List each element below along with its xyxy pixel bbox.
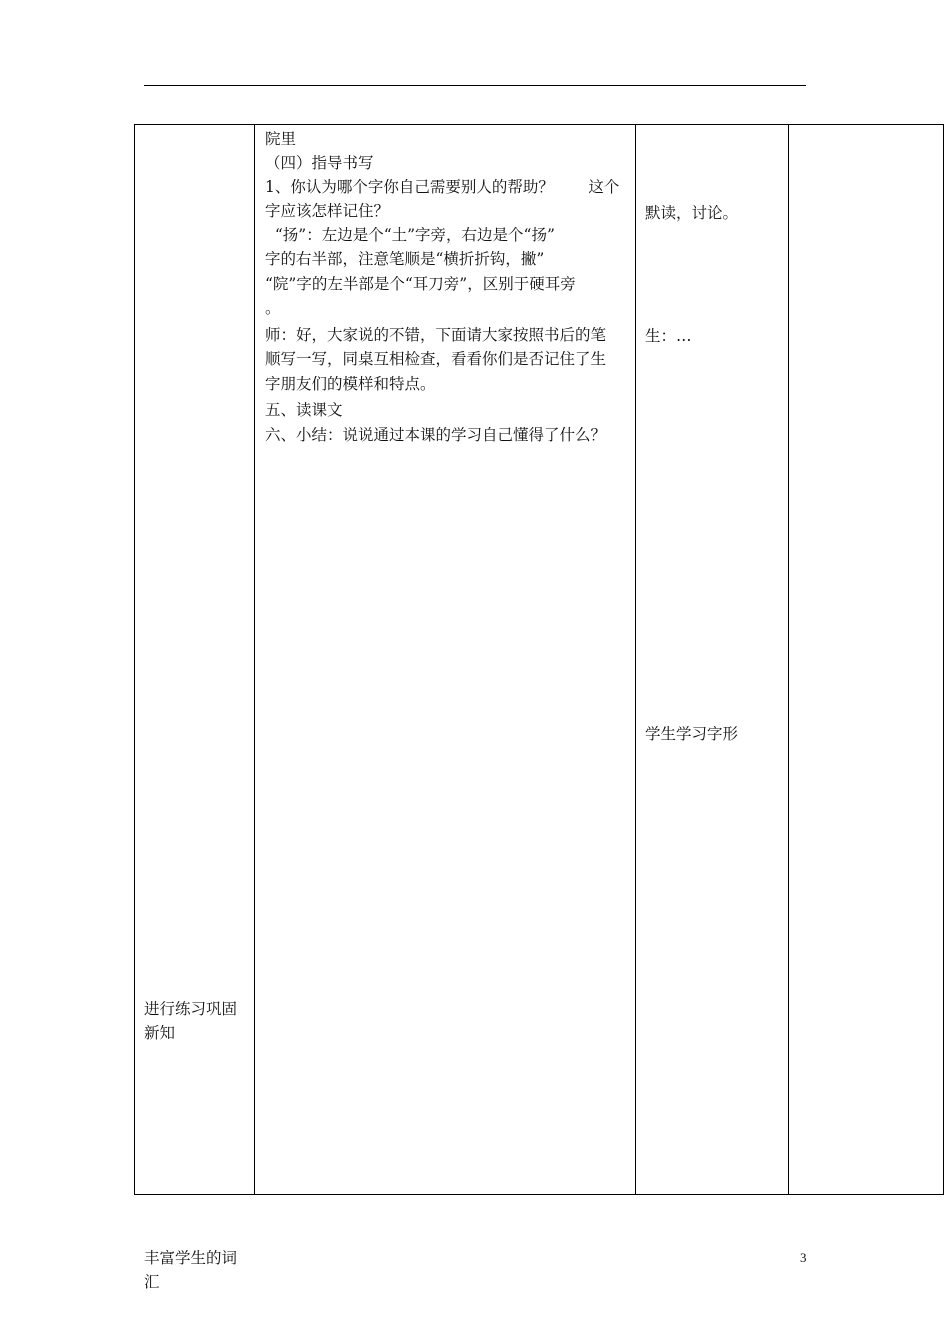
- notes-column: [789, 125, 943, 1194]
- page-number: 3: [800, 1250, 807, 1265]
- process-line: “院”字的左半部是个“耳刀旁”，区别于硬耳旁: [265, 275, 576, 293]
- design-practice-line2: 新知: [144, 1024, 176, 1042]
- design-practice-line1: 进行练习巩固: [144, 1000, 238, 1018]
- process-line: 师：好，大家说的不错，下面请大家按照书后的笔: [265, 326, 607, 344]
- design-intent-column: [135, 125, 255, 1291]
- process-line: 字应该怎样记住？: [265, 202, 390, 220]
- student-activity-column: [636, 125, 789, 1194]
- process-line: 字的右半部，注意笔顺是“横折折钩，撇”: [265, 250, 545, 268]
- header-rule: [144, 85, 806, 86]
- design-vocab-line2: 汇: [144, 1273, 160, 1291]
- process-line: 五、读课文: [265, 401, 343, 419]
- process-line: 六、小结：说说通过本课的学习自己懂得了什么？: [265, 426, 607, 444]
- process-line: “扬”：左边是个“土”字旁，右边是个“扬”: [265, 226, 555, 244]
- process-line: 顺写一写，同桌互相检查，看看你们是否记住了生: [265, 350, 607, 368]
- process-line: 1、你认为哪个字你自己需要别人的帮助？ 这个: [265, 178, 620, 196]
- student-silent-read: 默读，讨论。: [645, 204, 739, 222]
- design-vocab-line1: 丰富学生的词: [144, 1249, 238, 1267]
- student-learn-glyphs: 学生学习字形: [645, 725, 739, 743]
- process-line: （四）指导书写: [265, 154, 374, 172]
- lesson-plan-table: [134, 124, 944, 1291]
- student-reply: 生：…: [645, 327, 692, 345]
- process-line: 。: [265, 299, 281, 317]
- process-line: 字朋友们的模样和特点。: [265, 375, 436, 393]
- teaching-process-column: [255, 125, 636, 1194]
- process-line: 院里: [265, 130, 297, 148]
